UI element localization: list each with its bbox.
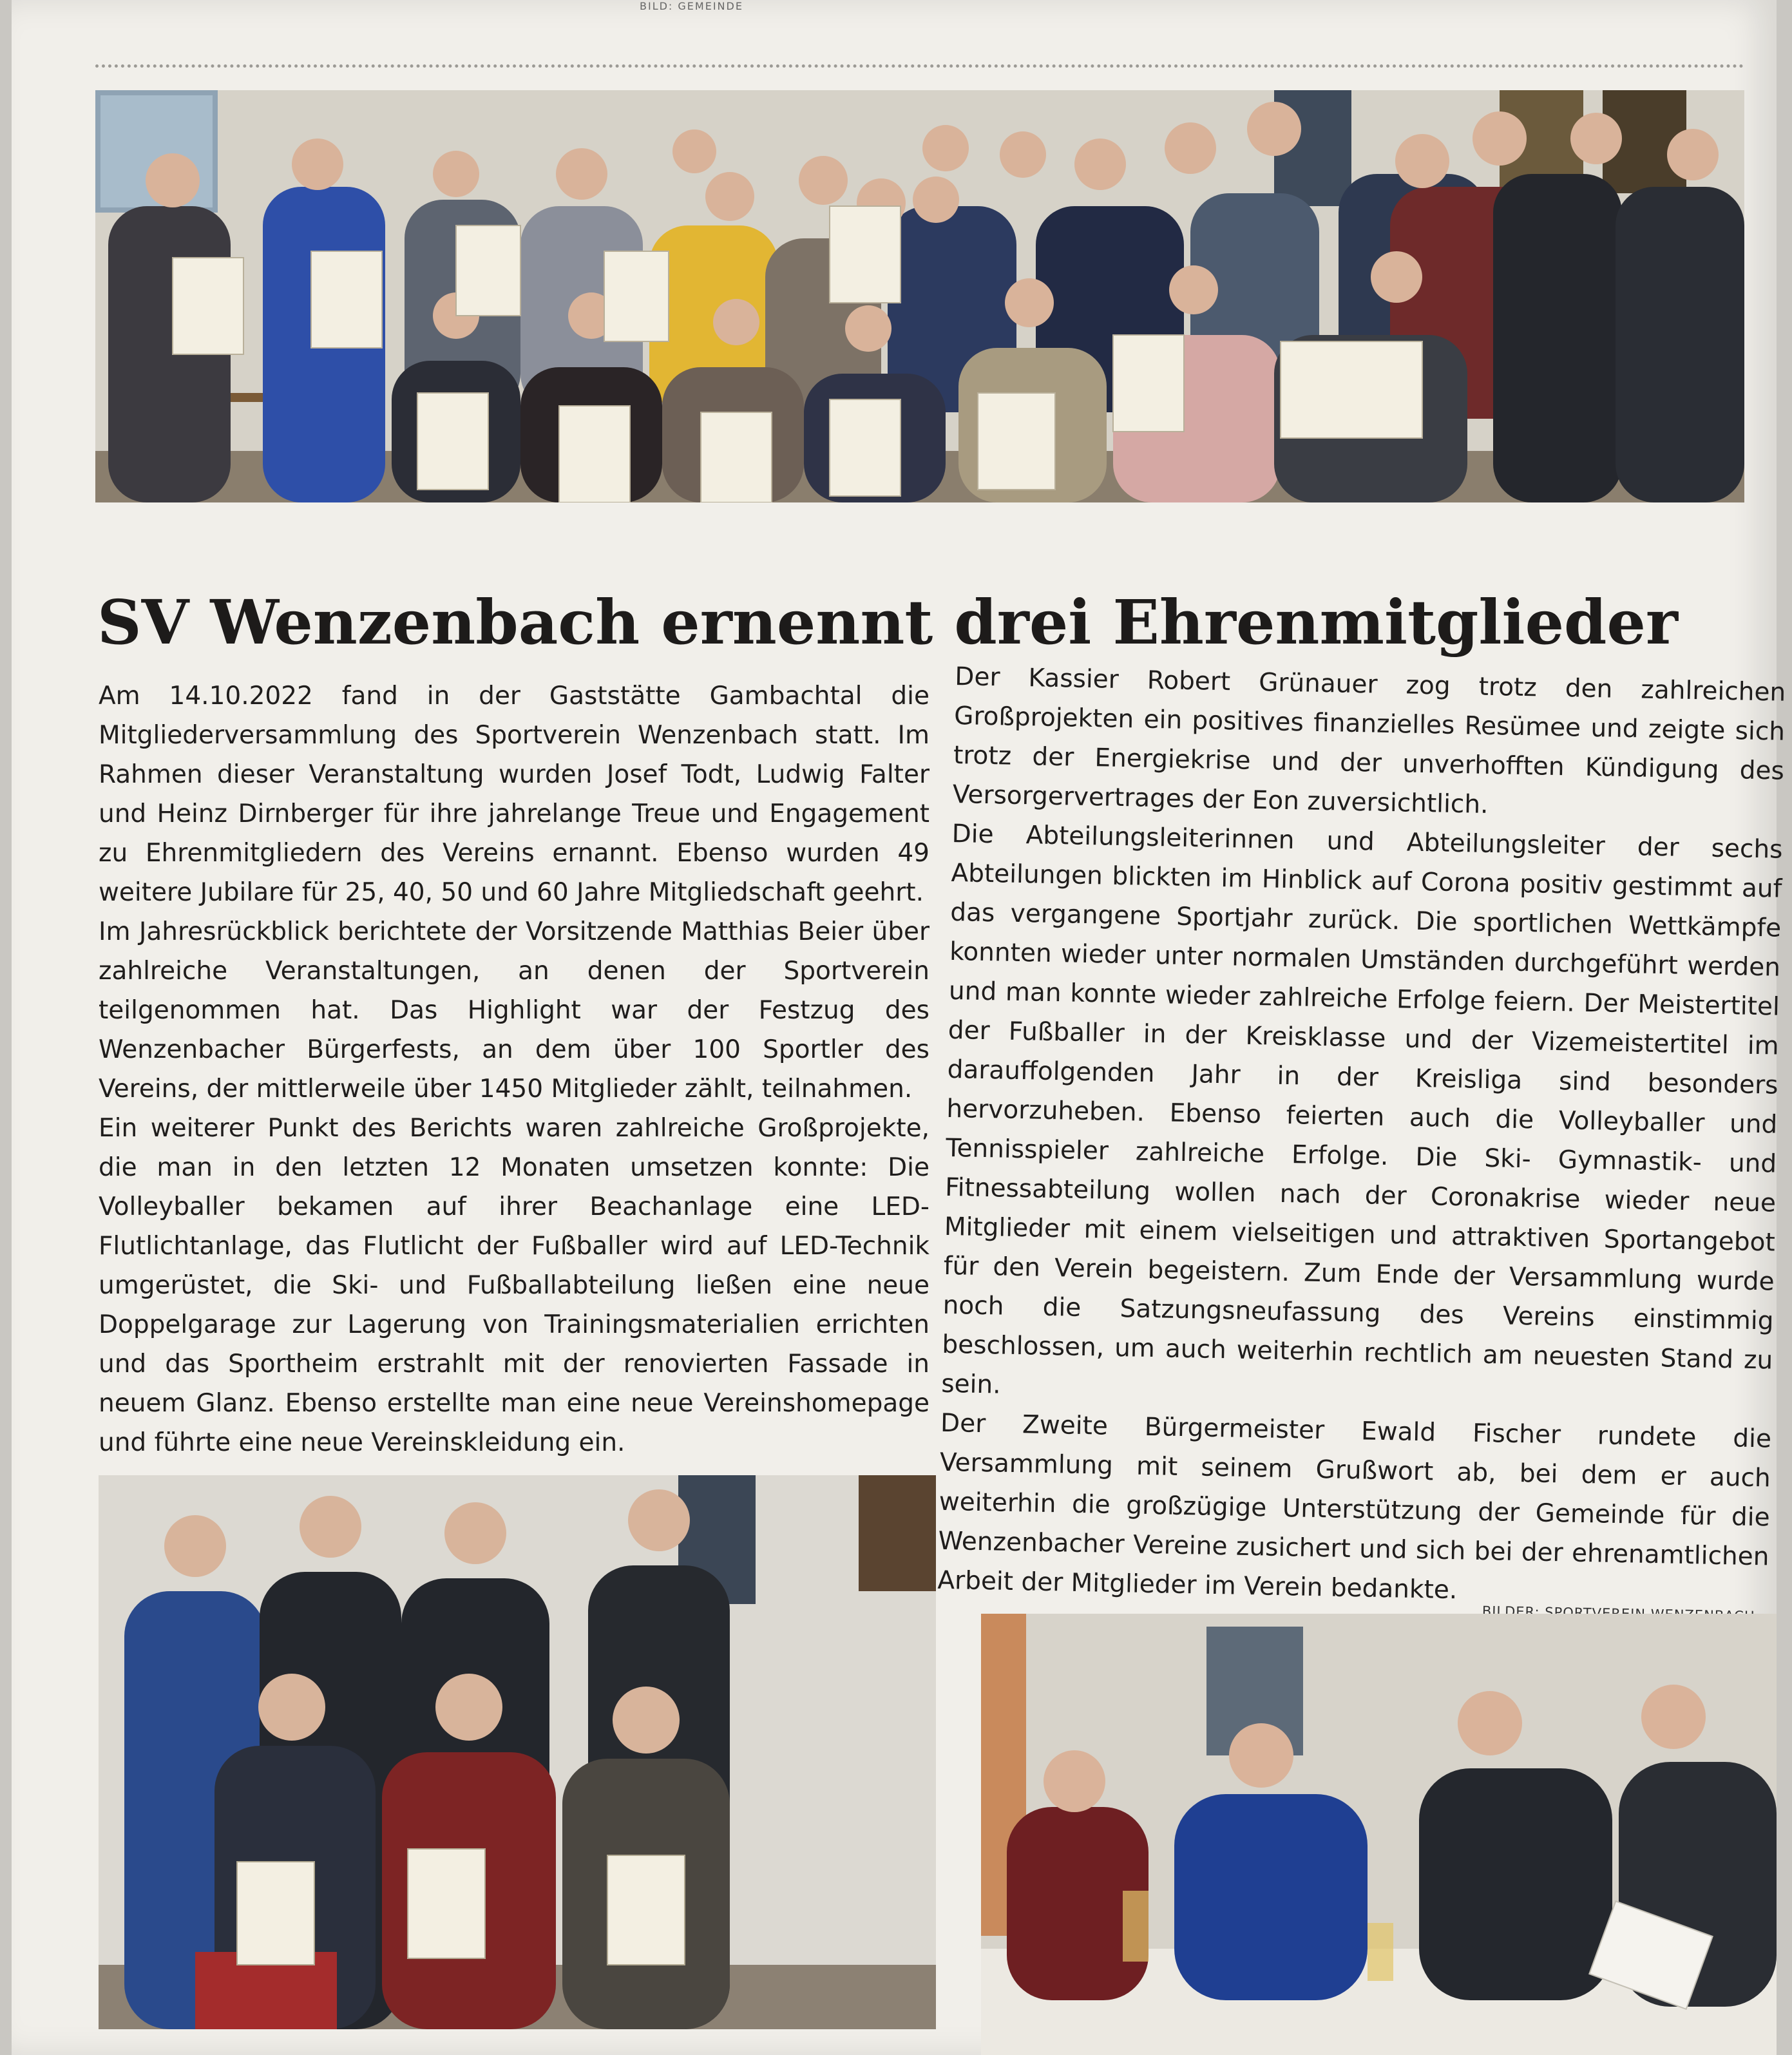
left-paragraph-1: Am 14.10.2022 fand in der Gaststätte Gambachtal die Mitgliederversammlung des Sportverein Wenzenbach statt. Im Rahmen dieser Veranstaltung wurden Josef Todt, Ludwig Falter und Heinz Dirnberger für ihre jahrelange Treue und Engagement zu Ehrenmitgliedern des Vereins ernannt. Ebenso wurden 49 weitere Jubilare für 25, 40, 50 und 60 Jahre Mitgliedschaft geehrt.: [99, 682, 929, 907]
photo-honorary-members: [99, 1475, 936, 2029]
page-top-fragment: BILD: GEMEINDE: [640, 0, 743, 12]
left-text-column: [99, 676, 929, 1462]
right-paragraph-3: Der Zweite Bürgermeister Ewald Fischer rundete die Versammlung mit seinem Grußwort ab, bei dem er auch weiterhin die großzügige Unterstützung der Gemeinde für die Wenzenbacher Vereine zusichert und sich bei der ehrenamtlichen Arbeit der Mitglieder im Verein bedankte.: [937, 1408, 1772, 1605]
closing-paragraph-wrap: [937, 1404, 1772, 1616]
article-headline: SV Wenzenbach ernennt drei Ehrenmitglieder: [97, 586, 1678, 658]
right-paragraph-2: Die Abteilungsleiterinnen und Abteilungsleiter der sechs Abteilungen blickten im Hinblick auf Corona positiv gestimmt auf das vergangene Sportjahr zurück. Die sportlichen Wettkämpfe konnten wieder unter normalen Umständen durchgeführt werden und man konnte wieder zahlreiche Erfolge feiern. Der Meistertitel der Fußballer in der Kreisklasse und der Vizemeistertitel im darauffolgenden Jahr in der Kreisliga sind besonders hervorzuheben. Ebenso feierten auch die Volleyballer und Tennisspieler zahlreiche Erfolge. Die Ski- Gymnastik- und Fitnessabteilung wollen nach der Coronakrise wieder neue Mitglieder mit einem vielseitigen und attraktiven Sportangebot für den Verein begeistern. Zum Ende der Versammlung wurde noch die Satzungsneufassung des Vereins einstimmig beschlossen, um auch weiterhin rechtlich am neuesten Stand zu sein.: [940, 819, 1783, 1400]
photo-board-table: [981, 1614, 1777, 2055]
left-paragraph-3: Ein weiterer Punkt des Berichts waren zahlreiche Großprojekte, die man in den letzten 12 Monaten umsetzen konnte: Die Volleyballer bekamen auf ihrer Beachanlage eine LED-Flutlichtanlage, das Flutlicht der Fußballer wird auf LED-Technik umgerüstet, die Ski- und Fußballabteilung ließen eine neue Doppelgarage zur Lagerung von Trainingsmaterialien errichten und das Sportheim erstrahlt mit der renovierten Fassade in neuem Glanz. Ebenso erstellte man eine neue Vereinshomepage und führte eine neue Vereinskleidung ein.: [99, 1114, 929, 1457]
dotted-divider: [95, 64, 1744, 68]
group-photo-honorees: [95, 90, 1744, 502]
right-paragraph-1: Der Kassier Robert Grünauer zog trotz den zahlreichen Großprojekten ein positives finanzielles Resümee und zeigte sich trotz der Energiekrise und der unverhofften Kündigung des Versorgervertrages der Eon zuversichtlich.: [952, 662, 1786, 819]
right-text-column: [937, 657, 1786, 1616]
magazine-page: [12, 0, 1786, 2055]
left-paragraph-2: Im Jahresrückblick berichtete der Vorsitzende Matthias Beier über zahlreiche Veranstaltungen, an denen der Sportverein teilgenommen hat. Das Highlight war der Festzug des Wenzenbacher Bürgerfests, an dem über 100 Sportler des Vereins, der mittlerweile über 1450 Mitglieder zählt, teilnahmen.: [99, 917, 929, 1104]
